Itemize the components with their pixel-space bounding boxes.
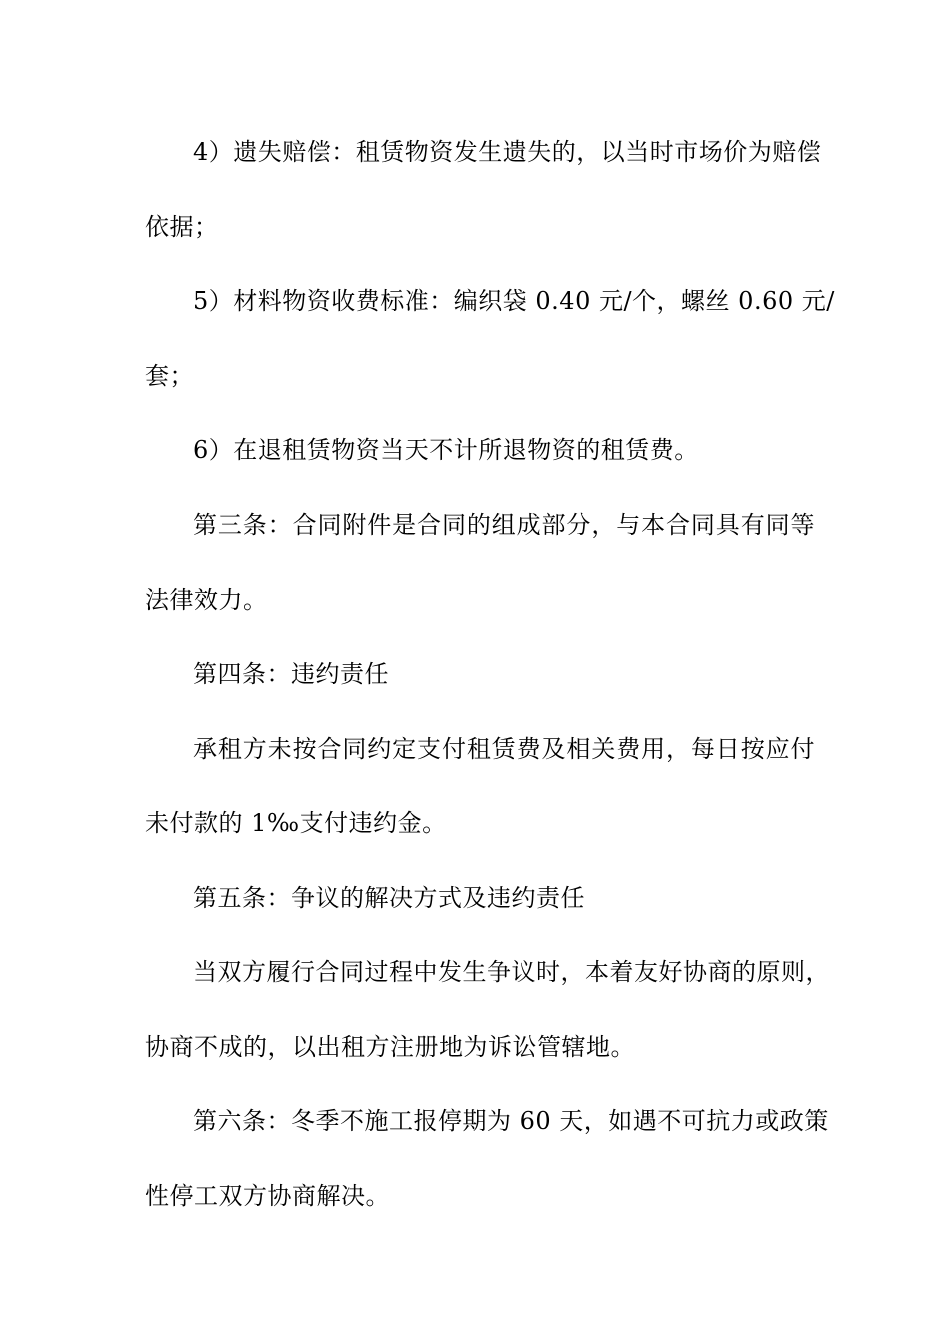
clause-item-4-line-1: 4）遗失赔偿：租赁物资发生遗失的，以当时市场价为赔偿: [193, 138, 822, 166]
article-6-line-1: 第六条：冬季不施工报停期为 60 天，如遇不可抗力或政策: [193, 1107, 829, 1135]
article-4-body-line-2: 未付款的 1‰支付违约金。: [145, 809, 447, 837]
article-3-line-1: 第三条：合同附件是合同的组成部分，与本合同具有同等: [193, 511, 815, 539]
article-5-heading: 第五条：争议的解决方式及违约责任: [193, 884, 585, 912]
article-4-heading: 第四条：违约责任: [193, 660, 389, 688]
clause-item-5-line-2: 套；: [145, 362, 194, 390]
article-3-line-2: 法律效力。: [145, 586, 268, 614]
article-5-body-line-1: 当双方履行合同过程中发生争议时，本着友好协商的原则，: [193, 958, 830, 986]
clause-item-5-line-1: 5）材料物资收费标准：编织袋 0.40 元/个，螺丝 0.60 元/: [193, 287, 835, 315]
clause-item-6: 6）在退租赁物资当天不计所退物资的租赁费。: [193, 436, 699, 464]
article-5-body-line-2: 协商不成的，以出租方注册地为诉讼管辖地。: [145, 1033, 635, 1061]
article-6-line-2: 性停工双方协商解决。: [145, 1182, 390, 1210]
article-4-body-line-1: 承租方未按合同约定支付租赁费及相关费用，每日按应付: [193, 735, 815, 763]
clause-item-4-line-2: 依据；: [145, 213, 219, 241]
